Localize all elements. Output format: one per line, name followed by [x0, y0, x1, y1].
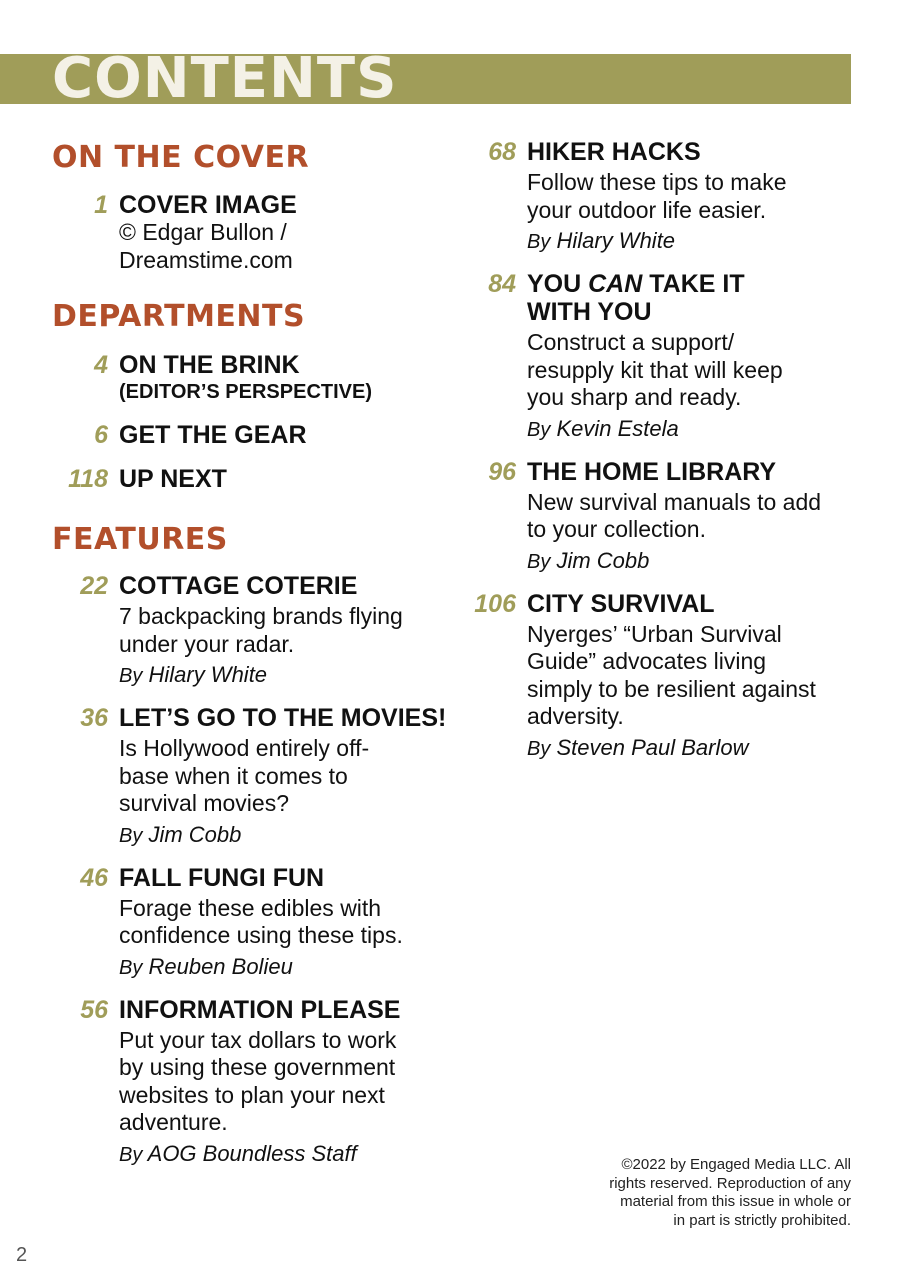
page-number: 22 [80, 572, 108, 600]
page-number: 106 [474, 589, 516, 618]
entry-byline: By Hilary White [119, 662, 268, 687]
entry-description: New survival manuals to add to your collection. [527, 488, 822, 542]
toc-entry-up-next[interactable] [52, 465, 452, 493]
left-column [52, 138, 452, 1169]
toc-entry-get-the-gear[interactable] [52, 421, 452, 449]
entry-byline: By Hilary White [527, 228, 676, 253]
toc-entry-cover-image[interactable] [52, 191, 452, 274]
page-number: 68 [488, 138, 516, 166]
author-name: Hilary White [556, 228, 676, 253]
page-number: 46 [80, 863, 108, 892]
page-number: 6 [94, 421, 108, 449]
entry-byline: By Reuben Bolieu [119, 953, 293, 979]
contents-title: CONTENTS [52, 46, 398, 111]
entry-title: ON THE BRINK [119, 351, 300, 379]
toc-entry-information-please[interactable] [52, 996, 452, 1169]
section-heading-features: FEATURES [52, 522, 228, 557]
entry-description: Put your tax dollars to work by using these government websites to plan your next adventure. [119, 1026, 397, 1135]
entry-description: Is Hollywood entirely off- base when it comes to survival movies? [119, 735, 370, 816]
page-number: 4 [94, 351, 108, 379]
entry-title: CITY SURVIVAL [527, 589, 715, 618]
page-number: 84 [488, 270, 516, 298]
entry-title: LET’S GO TO THE MOVIES! [119, 704, 447, 732]
entry-title: COVER IMAGE [119, 191, 297, 219]
entry-description: Follow these tips to make your outdoor life easier. [527, 169, 787, 223]
author-name: Kevin Estela [556, 415, 679, 441]
author-name: Steven Paul Barlow [556, 734, 749, 760]
cover-credit-line: Dreamstime.com [119, 246, 293, 273]
page-number: 56 [80, 995, 108, 1024]
author-name: AOG Boundless Staff [147, 1140, 357, 1166]
entry-description: Forage these edibles with confidence using these tips. [119, 894, 403, 948]
page-number: 118 [68, 465, 108, 493]
author-name: Jim Cobb [556, 547, 650, 573]
entry-description: Construct a support/ resupply kit that will keep you sharp and ready. [527, 329, 783, 410]
entry-byline: By Jim Cobb [119, 821, 242, 847]
entry-byline: By AOG Boundless Staff [119, 1140, 357, 1166]
toc-entry-on-the-brink[interactable] [52, 351, 452, 405]
toc-entry-lets-go-to-the-movies[interactable] [52, 704, 452, 850]
cover-credit-line: © Edgar Bullon / [119, 219, 287, 245]
page-folio: 2 [16, 1244, 28, 1266]
toc-entry-fall-fungi-fun[interactable] [52, 864, 452, 982]
entry-title: COTTAGE COTERIE [119, 572, 358, 600]
right-column [460, 138, 880, 763]
entry-description: Nyerges’ “Urban Survival Guide” advocates living simply to be resilient against adversity. [527, 620, 816, 729]
toc-entry-cottage-coterie[interactable] [52, 572, 452, 690]
toc-entry-city-survival[interactable] [460, 590, 880, 763]
entry-title-line2: WITH YOU [527, 298, 652, 326]
toc-entry-hiker-hacks[interactable] [460, 138, 880, 256]
section-heading-departments: DEPARTMENTS [52, 299, 306, 334]
page-number: 36 [80, 704, 108, 732]
toc-entry-the-home-library[interactable] [460, 458, 880, 576]
entry-title: HIKER HACKS [527, 138, 701, 166]
author-name: Reuben Bolieu [148, 953, 293, 979]
entry-description: 7 backpacking brands flying under your radar. [119, 603, 403, 657]
entry-title: FALL FUNGI FUN [119, 863, 325, 892]
entry-title: INFORMATION PLEASE [119, 995, 401, 1024]
entry-title: GET THE GEAR [119, 421, 307, 449]
copyright-notice: ©2022 by Engaged Media LLC. All rights reserved. Reproduction of any material from this issue in whole or in part is strictly prohibited. [609, 1156, 851, 1229]
author-name: Hilary White [148, 662, 268, 687]
entry-title: UP NEXT [119, 465, 227, 493]
page-number: 96 [488, 457, 516, 486]
entry-byline: By Kevin Estela [527, 415, 679, 441]
toc-entry-you-can-take-it-with-you[interactable] [460, 270, 880, 444]
entry-title: YOU CAN TAKE IT [527, 270, 745, 298]
contents-banner [0, 46, 851, 111]
entry-byline: By Steven Paul Barlow [527, 734, 749, 760]
entry-byline: By Jim Cobb [527, 547, 650, 573]
section-heading-on-the-cover: ON THE COVER [52, 140, 310, 175]
author-name: Jim Cobb [148, 821, 242, 847]
entry-title: THE HOME LIBRARY [527, 457, 777, 486]
entry-subtitle: (EDITOR’S PERSPECTIVE) [119, 381, 373, 403]
page-number: 1 [94, 191, 108, 219]
